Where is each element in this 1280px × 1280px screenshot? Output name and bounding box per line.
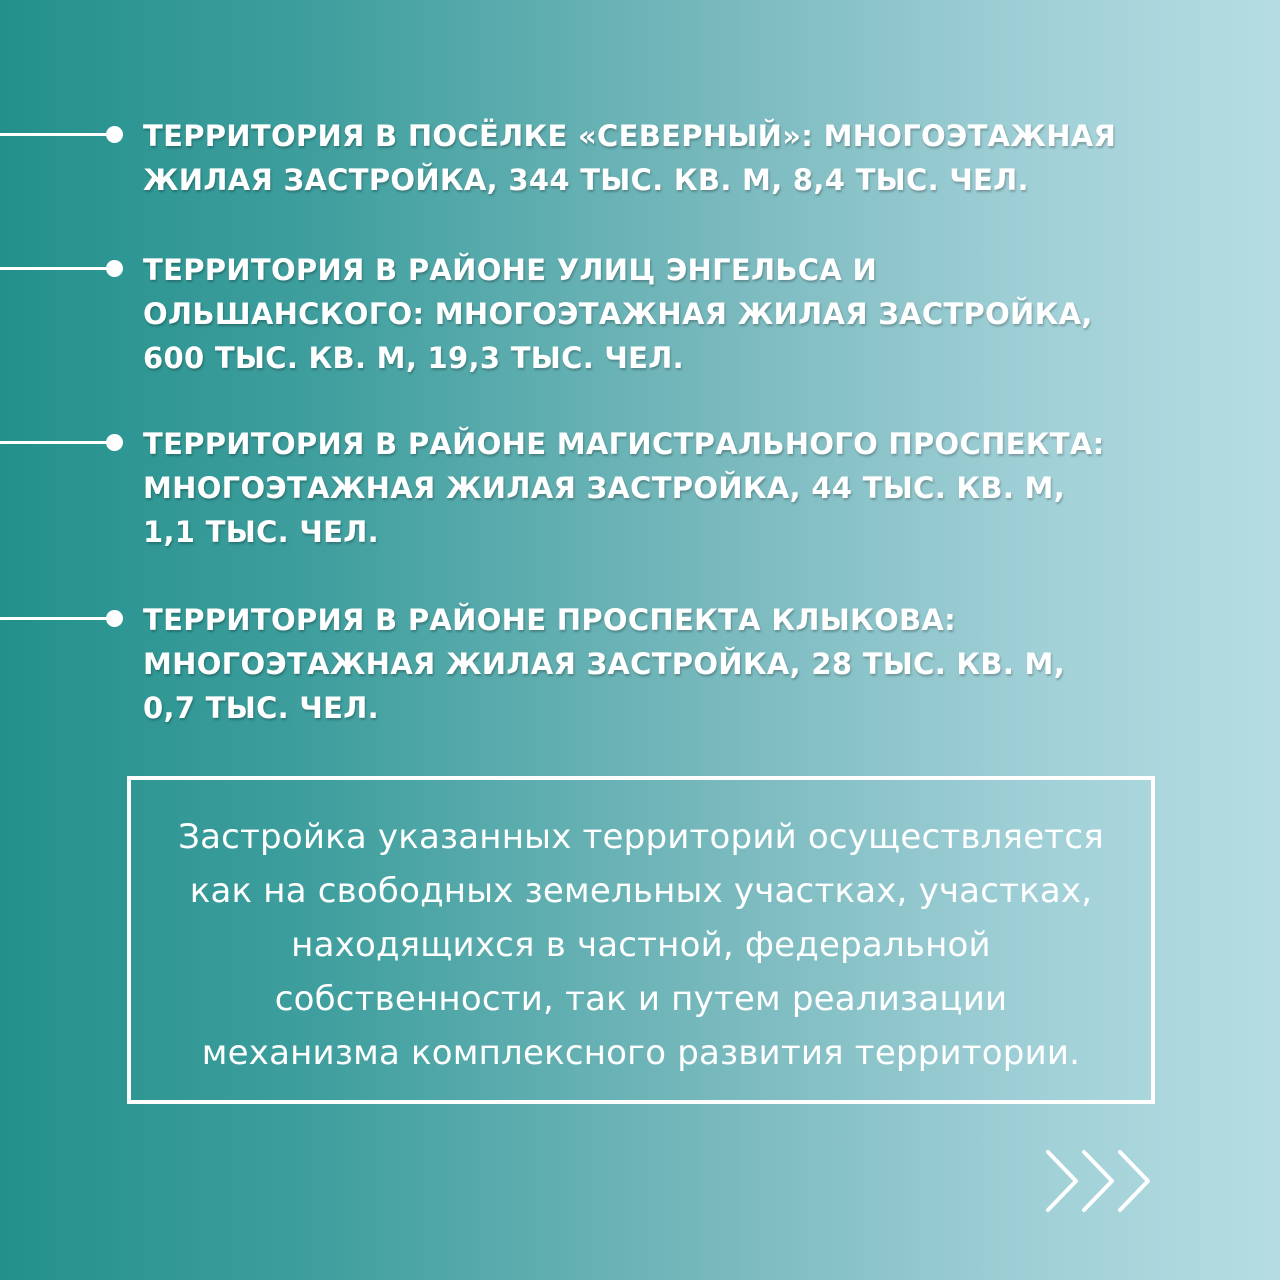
note-box [127, 776, 1155, 1104]
bullet-dot-icon [106, 610, 123, 627]
bullet-dot-icon [106, 260, 123, 277]
bullet-dot-icon [106, 126, 123, 143]
bullet-dot-icon [106, 434, 123, 451]
list-item-text: ТЕРРИТОРИЯ В РАЙОНЕ МАГИСТРАЛЬНОГО ПРОСПЕКТА: МНОГОЭТАЖНАЯ ЖИЛАЯ ЗАСТРОЙКА, 44 ТЫС. КВ. М, 1,1 ТЫС. ЧЕЛ. [143, 427, 1105, 549]
list-item-text: ТЕРРИТОРИЯ В ПОСЁЛКЕ «СЕВЕРНЫЙ»: МНОГОЭТАЖНАЯ ЖИЛАЯ ЗАСТРОЙКА, 344 ТЫС. КВ. М, 8,4 ТЫС. ЧЕЛ. [143, 119, 1117, 197]
connector-line [0, 267, 110, 270]
list-item-text: ТЕРРИТОРИЯ В РАЙОНЕ УЛИЦ ЭНГЕЛЬСА И ОЛЬШАНСКОГО: МНОГОЭТАЖНАЯ ЖИЛАЯ ЗАСТРОЙКА, 600 ТЫС. КВ. М, 19,3 ТЫС. ЧЕЛ. [143, 253, 1093, 375]
triple-chevron-right-icon[interactable] [1040, 1148, 1160, 1214]
connector-line [0, 441, 110, 444]
list-item-text: ТЕРРИТОРИЯ В РАЙОНЕ ПРОСПЕКТА КЛЫКОВА: МНОГОЭТАЖНАЯ ЖИЛАЯ ЗАСТРОЙКА, 28 ТЫС. КВ. М, 0,7 ТЫС. ЧЕЛ. [143, 603, 1066, 725]
note-text: Застройка указанных территорий осуществляется как на свободных земельных участках, участках, находящихся в частной, федеральной собственности, так и путем реализации механизма комплексного развития территории. [178, 817, 1104, 1073]
connector-line [0, 133, 110, 136]
connector-line [0, 617, 110, 620]
